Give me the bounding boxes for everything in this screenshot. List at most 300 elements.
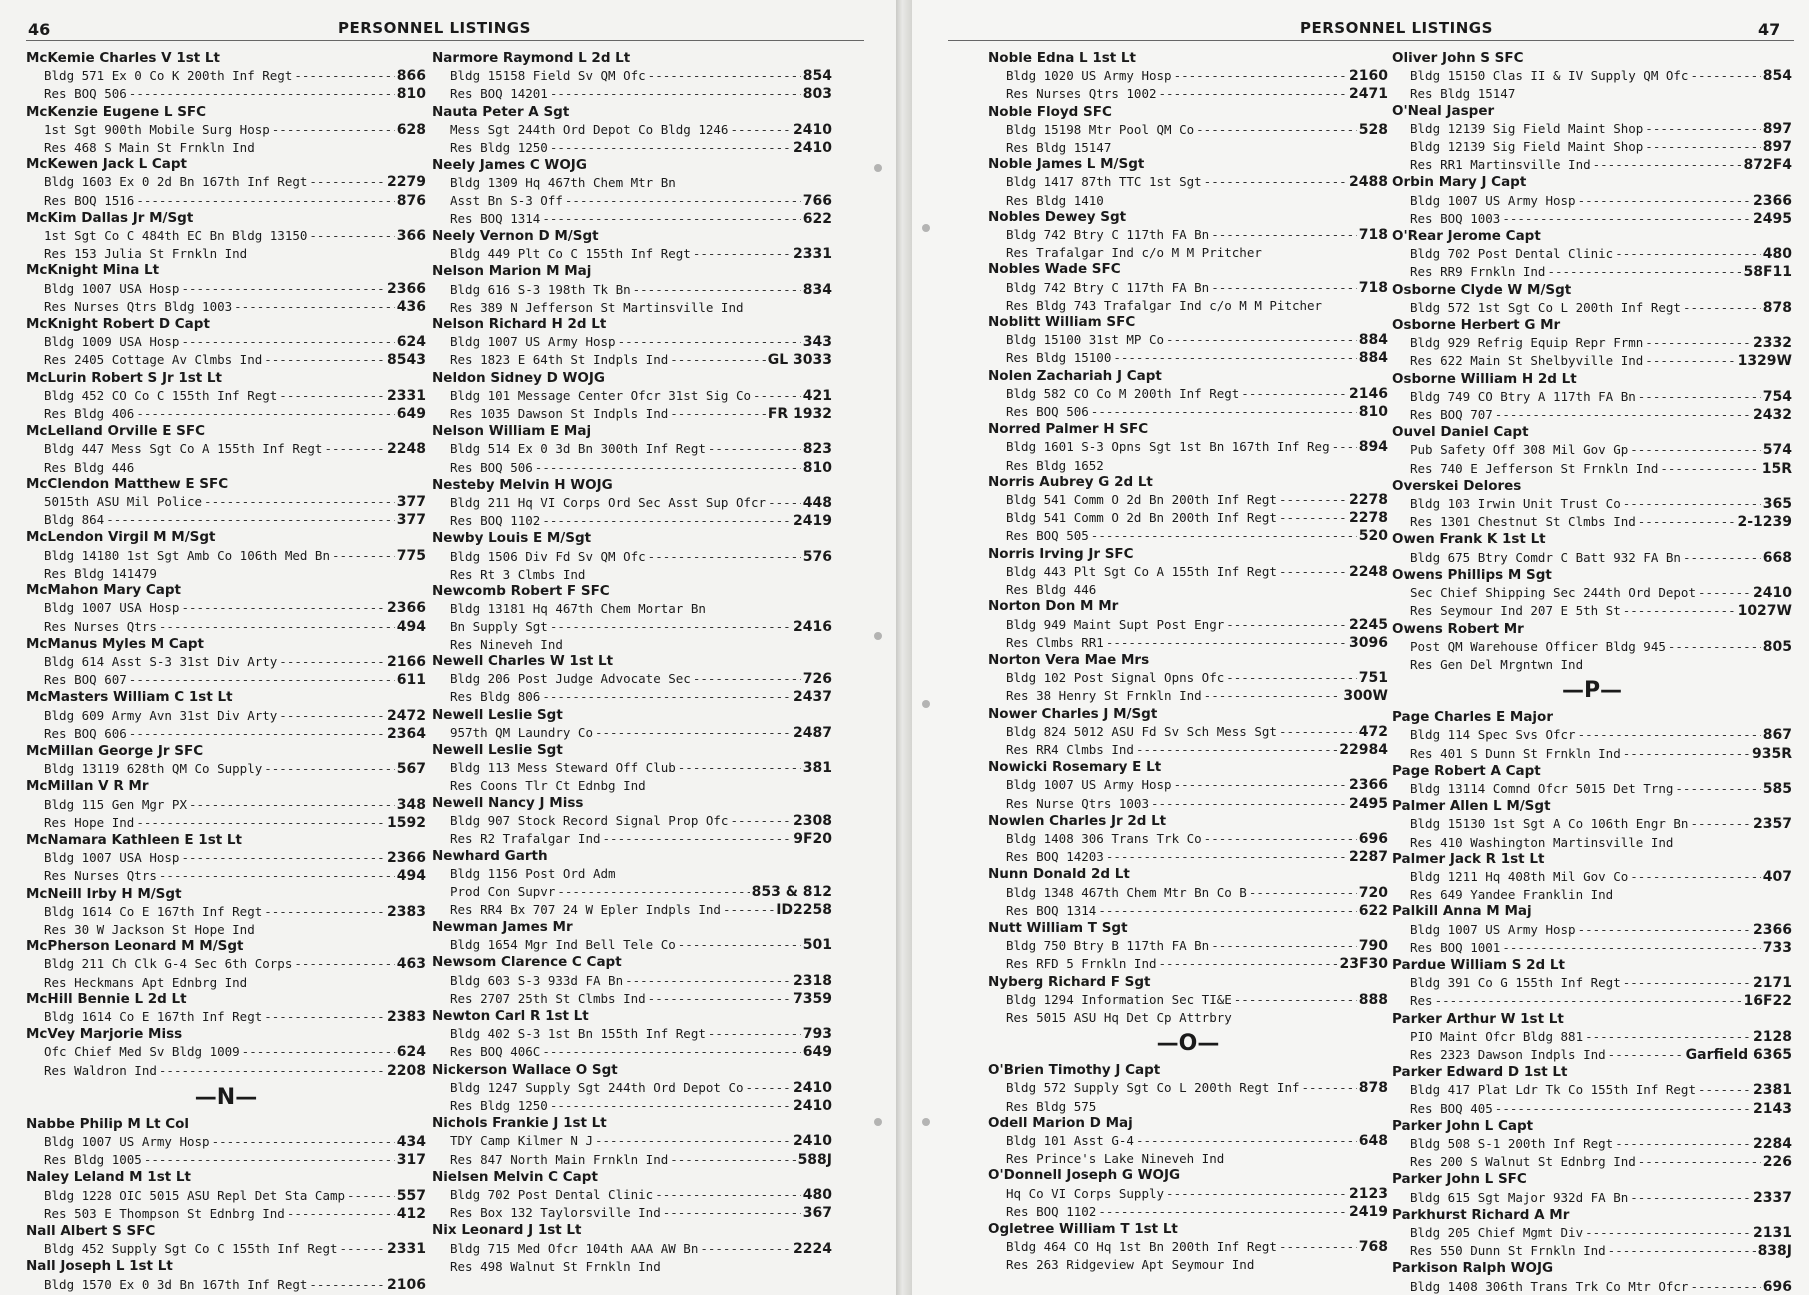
person-name: Nyberg Richard F Sgt: [988, 973, 1151, 990]
listing-detail: Bldg 12139 Sig Field Maint Shop: [1410, 139, 1644, 155]
person-name: Parker Arthur W 1st Lt: [1392, 1010, 1564, 1027]
personnel-entry: [1392, 371, 1792, 425]
dot-leader: [309, 173, 385, 190]
personnel-entry: [432, 742, 832, 795]
listing-line: [1392, 726, 1792, 744]
dot-leader: [1279, 563, 1347, 580]
listing-detail: Bldg 1007 US Army Hosp: [450, 334, 616, 350]
personnel-entry: [432, 848, 832, 919]
listing-line: [1392, 513, 1792, 531]
personnel-entry: [432, 583, 832, 653]
listing-line: [432, 636, 832, 653]
listing-detail: Bldg 13119 628th QM Co Supply: [44, 761, 263, 777]
listing-line: [1392, 1028, 1792, 1046]
listing-detail: Bldg 449 Plt Co C 155th Inf Regt: [450, 246, 691, 262]
listing-line: [1392, 85, 1792, 102]
dot-leader: [159, 867, 395, 884]
listing-column: [1392, 50, 1792, 1295]
listing-detail: Bldg 102 Post Signal Opns Ofc: [1006, 670, 1225, 686]
page-title: PERSONNEL LISTINGS: [338, 19, 531, 37]
personnel-entry: [988, 156, 1388, 209]
personnel-entry: [432, 653, 832, 707]
listing-line: [1392, 138, 1792, 156]
dot-leader: [1226, 669, 1357, 686]
dot-leader: [1585, 1028, 1751, 1045]
book-gutter: [896, 0, 912, 1295]
phone-extension: 668: [1762, 549, 1792, 566]
listing-line: [988, 1098, 1388, 1115]
listing-detail: Res BOQ 505: [1006, 528, 1089, 544]
phone-extension: 810: [802, 459, 832, 476]
phone-extension: 720: [1358, 884, 1388, 901]
listing-detail: Res 1035 Dawson St Indpls Ind: [450, 406, 669, 422]
personnel-entry: [26, 423, 426, 476]
personnel-entry: [1392, 903, 1792, 957]
listing-line: [432, 174, 832, 191]
listing-line: [988, 527, 1388, 545]
listing-line: [1392, 67, 1792, 85]
dot-leader: [234, 298, 395, 315]
listing-detail: Bldg 1506 Div Fd Sv QM Ofc: [450, 548, 646, 564]
listing-detail: Prod Con Supvr: [450, 883, 556, 899]
listing-line: [988, 509, 1388, 527]
personnel-entry: [26, 778, 426, 832]
person-name: O'Brien Timothy J Capt: [988, 1062, 1161, 1079]
dot-leader: [1502, 939, 1760, 956]
listing-line: [1392, 549, 1792, 567]
listing-detail: TDY Camp Kilmer N J: [450, 1133, 593, 1149]
listing-line: [432, 865, 832, 882]
person-name: McVey Marjorie Miss: [26, 1026, 183, 1043]
personnel-entry: [1392, 424, 1792, 478]
phone-extension: 2332: [1753, 335, 1792, 352]
dot-leader: [550, 1097, 791, 1114]
listing-detail: Res 498 Walnut St Frnkln Ind: [450, 1258, 661, 1274]
phone-extension: 2318: [793, 972, 832, 989]
listing-line: [432, 777, 832, 794]
personnel-entry: [432, 157, 832, 228]
dot-leader: [1495, 406, 1751, 423]
personnel-entry: [432, 316, 832, 370]
personnel-entry: [26, 156, 426, 210]
personnel-entry: [26, 104, 426, 157]
listing-detail: Bldg 1247 Supply Sgt 244th Ord Depot Co: [450, 1079, 744, 1095]
phone-extension: 878: [1762, 299, 1792, 316]
listing-detail: Res Bldg 1250: [450, 140, 548, 156]
listing-detail: Res BOQ 405: [1410, 1100, 1493, 1116]
dot-leader: [1683, 299, 1761, 316]
person-name: Nesteby Melvin H WOJG: [432, 476, 613, 493]
dot-leader: [730, 812, 791, 829]
listing-detail: Res Bldg 15147: [1006, 140, 1112, 156]
dot-leader: [264, 351, 385, 368]
dot-leader: [181, 599, 385, 616]
listing-detail: Res: [1410, 993, 1433, 1009]
dot-leader: [181, 333, 394, 350]
listing-detail: Bldg 452 Supply Sgt Co C 155th Inf Regt: [44, 1241, 338, 1257]
dot-leader: [1279, 1238, 1357, 1255]
listing-line: [432, 936, 832, 954]
listing-line: [1392, 120, 1792, 138]
listing-detail: Bldg 417 Plat Ldr Tk Co 155th Inf Regt: [1410, 1082, 1696, 1098]
dot-leader: [1151, 795, 1347, 812]
listing-line: [26, 85, 426, 103]
person-name: Palmer Jack R 1st Lt: [1392, 850, 1545, 867]
listing-line: [1392, 834, 1792, 851]
listing-detail: Res Bldg 446: [1006, 582, 1097, 598]
phone-extension: 2-1239: [1737, 514, 1792, 531]
listing-detail: Res RFD 5 Frnkln Ind: [1006, 956, 1157, 972]
listing-line: [988, 1150, 1388, 1167]
phone-extension: 2410: [793, 1097, 832, 1114]
listing-line: [26, 1062, 426, 1080]
dot-leader: [542, 512, 791, 529]
dot-leader: [1593, 156, 1742, 173]
personnel-entry: [432, 530, 832, 583]
listing-line: [432, 990, 832, 1008]
personnel-entry: [432, 263, 832, 316]
listing-detail: Bldg 572 1st Sgt Co L 200th Inf Regt: [1410, 299, 1681, 315]
listing-detail: Mess Sgt 244th Ord Depot Co Bldg 1246: [450, 121, 729, 137]
dot-leader: [1660, 460, 1759, 477]
dot-leader: [618, 333, 801, 350]
listing-line: [26, 1008, 426, 1026]
phone-extension: 622: [802, 210, 832, 227]
listing-line: [26, 547, 426, 565]
listing-detail: Bldg 1614 Co E 167th Inf Regt: [44, 1008, 263, 1024]
dot-leader: [1249, 884, 1357, 901]
person-name: Nolen Zachariah J Capt: [988, 367, 1162, 384]
phone-extension: 434: [396, 1133, 426, 1150]
dot-leader: [550, 85, 801, 102]
listing-detail: Bldg 864: [44, 512, 105, 528]
dot-leader: [1166, 1185, 1347, 1202]
phone-extension: 805: [1762, 638, 1792, 655]
listing-line: [432, 830, 832, 848]
listing-detail: Res R2 Trafalgar Ind: [450, 830, 601, 846]
phone-extension: 2245: [1349, 616, 1388, 633]
listing-detail: Res 1301 Chestnut St Clmbs Ind: [1410, 514, 1636, 530]
phone-extension: 2331: [793, 246, 832, 263]
dot-leader: [1630, 1189, 1751, 1206]
listing-detail: Res Bldg 1250: [450, 1097, 548, 1113]
dot-leader: [1332, 438, 1357, 455]
phone-extension: 436: [396, 298, 426, 315]
personnel-entry: [988, 974, 1388, 1027]
listing-detail: Res Nurses Qtrs 1002: [1006, 86, 1157, 102]
dot-leader: [136, 405, 394, 422]
listing-detail: Res BOQ 1001: [1410, 939, 1501, 955]
listing-line: [26, 903, 426, 921]
phone-extension: 624: [396, 1044, 426, 1061]
listing-detail: Bldg 211 Ch Clk G-4 Sec 6th Corps: [44, 956, 293, 972]
listing-detail: Res 5015 ASU Hq Det Cp Attrbry: [1006, 1009, 1232, 1025]
listing-detail: Res 2707 25th St Clmbs Ind: [450, 990, 646, 1006]
person-name: Owens Robert Mr: [1392, 620, 1524, 637]
phone-extension: 696: [1358, 830, 1388, 847]
person-name: McKenzie Eugene L SFC: [26, 103, 207, 120]
person-name: Newell Charles W 1st Lt: [432, 652, 614, 669]
dot-leader: [1675, 780, 1760, 797]
listing-detail: Bldg 1408 306th Trans Trk Co Mtr Ofcr: [1410, 1278, 1689, 1294]
listing-line: [432, 121, 832, 139]
personnel-entry: [432, 50, 832, 104]
listing-detail: Res Nurses Qtrs Bldg 1003: [44, 298, 233, 314]
listing-detail: 1st Sgt Co C 484th EC Bn Bldg 13150: [44, 228, 308, 244]
listing-detail: Res Hope Ind: [44, 814, 135, 830]
person-name: Owen Frank K 1st Lt: [1392, 531, 1546, 548]
dot-leader: [279, 707, 385, 724]
listing-line: [26, 459, 426, 476]
phone-extension: 2171: [1753, 975, 1792, 992]
dot-leader: [1645, 120, 1760, 137]
listing-line: [1392, 602, 1792, 620]
phone-extension: 2366: [1753, 192, 1792, 209]
listing-line: [1392, 1278, 1792, 1295]
listing-line: [988, 438, 1388, 456]
phone-extension: 884: [1358, 350, 1388, 367]
personnel-entry: [988, 759, 1388, 813]
personnel-entry: [26, 476, 426, 530]
phone-extension: 884: [1358, 332, 1388, 349]
person-name: Nutt William T Sgt: [988, 919, 1128, 936]
listing-line: [432, 1025, 832, 1043]
person-name: Norton Don M Mr: [988, 598, 1119, 615]
person-name: McClendon Matthew E SFC: [26, 475, 229, 492]
person-name: Neely James C WOJG: [432, 157, 587, 174]
dot-leader: [287, 1205, 395, 1222]
personnel-entry: [26, 1223, 426, 1258]
phone-extension: 2331: [387, 387, 426, 404]
listing-line: [988, 1203, 1388, 1221]
listing-detail: Ofc Chief Med Sv Bldg 1009: [44, 1044, 240, 1060]
person-name: Neely Vernon D M/Sgt: [432, 228, 599, 245]
dot-leader: [1106, 848, 1347, 865]
dot-leader: [159, 618, 395, 635]
phone-extension: 649: [802, 1044, 832, 1061]
listing-line: [26, 280, 426, 298]
dot-leader: [1196, 121, 1357, 138]
listing-detail: Post QM Warehouse Officer Bldg 945: [1410, 638, 1666, 654]
listing-detail: Res 503 E Thompson St Ednbrg Ind: [44, 1205, 285, 1221]
dot-leader: [1091, 403, 1357, 420]
dot-leader: [1638, 388, 1761, 405]
listing-line: [26, 333, 426, 351]
listing-line: [26, 139, 426, 156]
listing-detail: Bldg 1654 Mgr Ind Bell Tele Co: [450, 937, 676, 953]
dot-leader: [746, 1079, 792, 1096]
listing-detail: Bldg 1614 Co E 167th Inf Regt: [44, 903, 263, 919]
phone-extension: 58F11: [1743, 264, 1792, 281]
phone-extension: 494: [396, 868, 426, 885]
listing-line: [432, 1204, 832, 1222]
listing-detail: Bldg 1007 USA Hosp: [44, 280, 180, 296]
listing-detail: Res 649 Yandee Franklin Ind: [1410, 887, 1614, 903]
person-name: O'Rear Jerome Capt: [1392, 228, 1541, 245]
dot-leader: [204, 493, 395, 510]
listing-line: [988, 385, 1388, 403]
dot-leader: [189, 796, 395, 813]
listing-detail: 5015th ASU Mil Police: [44, 494, 203, 510]
listing-detail: Bldg 443 Plt Sgt Co A 155th Inf Regt: [1006, 563, 1277, 579]
listing-line: [432, 1043, 832, 1061]
listing-line: [988, 1132, 1388, 1150]
phone-extension: 2488: [1349, 174, 1388, 191]
dot-leader: [542, 688, 791, 705]
phone-extension: 480: [802, 1187, 832, 1203]
dot-leader: [212, 1133, 395, 1150]
person-name: McLurin Robert S Jr 1st Lt: [26, 369, 222, 386]
phone-extension: 790: [1358, 938, 1388, 955]
listing-detail: Bldg 572 Supply Sgt Co L 200th Regt Inf: [1006, 1080, 1300, 1096]
personnel-entry: [988, 261, 1388, 314]
phone-extension: 648: [1358, 1132, 1388, 1149]
phone-extension: 624: [396, 334, 426, 351]
phone-extension: 2331: [387, 1241, 426, 1258]
phone-extension: 2166: [387, 653, 426, 670]
listing-line: [26, 707, 426, 725]
listing-detail: Bldg 1007 US Army Hosp: [1006, 777, 1172, 793]
phone-extension: 867: [1762, 727, 1792, 744]
listing-line: [26, 974, 426, 991]
dot-leader: [557, 883, 749, 900]
listing-line: [988, 795, 1388, 813]
phone-extension: 793: [802, 1026, 832, 1043]
phone-extension: 2419: [793, 513, 832, 530]
listing-detail: Res 263 Ridgeview Apt Seymour Ind: [1006, 1257, 1255, 1273]
listing-detail: Bldg 508 S-1 200th Inf Regt: [1410, 1135, 1614, 1151]
dot-leader: [1630, 868, 1761, 885]
listing-detail: Res Nurses Qtrs: [44, 868, 157, 884]
listing-detail: Res BOQ 1102: [1006, 1203, 1097, 1219]
person-name: McKim Dallas Jr M/Sgt: [26, 209, 194, 226]
listing-detail: Bldg 1294 Information Sec TI&E: [1006, 991, 1232, 1007]
phone-extension: 480: [1762, 246, 1792, 263]
person-name: Ogletree William T 1st Lt: [988, 1221, 1178, 1237]
phone-extension: 2364: [387, 725, 426, 742]
listing-line: [988, 902, 1388, 920]
phone-extension: 343: [802, 334, 832, 351]
listing-line: [26, 227, 426, 245]
personnel-entry: [988, 474, 1388, 546]
phone-extension: 494: [396, 618, 426, 635]
personnel-entry: [1392, 851, 1792, 904]
listing-detail: Bn Supply Sgt: [450, 618, 548, 634]
phone-extension: 810: [1358, 404, 1388, 421]
phone-extension: 2487: [793, 724, 832, 741]
listing-line: [26, 511, 426, 529]
person-name: Orbin Mary J Capt: [1392, 174, 1527, 191]
phone-extension: 866: [396, 68, 426, 85]
dot-leader: [648, 548, 801, 565]
dot-leader: [708, 440, 801, 457]
dot-leader: [136, 192, 394, 209]
phone-extension: 768: [1358, 1239, 1388, 1256]
phone-extension: 888: [1358, 991, 1388, 1008]
personnel-entry: [26, 210, 426, 263]
phone-extension: 2410: [793, 1079, 832, 1096]
phone-extension: 611: [396, 672, 426, 689]
listing-detail: Bldg 1156 Post Ord Adm: [450, 866, 616, 882]
listing-detail: Res Bldg 446: [44, 459, 135, 475]
listing-detail: Res 740 E Jefferson St Frnkln Ind: [1410, 460, 1659, 476]
phone-extension: 2410: [793, 1133, 832, 1150]
binding-hole: [922, 1118, 930, 1126]
dot-leader: [1623, 745, 1750, 762]
phone-extension: Garfield 6365: [1685, 1046, 1792, 1063]
phone-extension: 2208: [387, 1062, 426, 1079]
listing-line: [432, 210, 832, 228]
phone-extension: 2284: [1753, 1135, 1792, 1152]
listing-line: [988, 884, 1388, 902]
listing-detail: Bldg 949 Maint Supt Post Engr: [1006, 616, 1225, 632]
phone-extension: 2337: [1753, 1189, 1792, 1206]
listing-line: [432, 494, 832, 512]
listing-line: [1392, 1224, 1792, 1242]
phone-extension: 365: [1762, 496, 1792, 513]
personnel-entry: [432, 1115, 832, 1169]
section-letter-heading: —O—: [1156, 1031, 1220, 1057]
phone-extension: 878: [1358, 1080, 1388, 1097]
dot-leader: [1547, 263, 1741, 280]
listing-detail: Res Bldg 1652: [1006, 457, 1104, 473]
phone-extension: 751: [1358, 670, 1388, 687]
listing-detail: Res RR9 Frnkln Ind: [1410, 264, 1546, 280]
phone-extension: 528: [1358, 121, 1388, 138]
person-name: McMasters William C 1st Lt: [26, 689, 233, 706]
personnel-entry: [432, 477, 832, 531]
phone-extension: 2160: [1349, 68, 1388, 85]
phone-extension: 2437: [793, 689, 832, 706]
listing-line: [26, 599, 426, 617]
dot-leader: [129, 671, 395, 688]
dot-leader: [730, 121, 791, 138]
phone-extension: 463: [396, 956, 426, 973]
phone-extension: 576: [802, 548, 832, 565]
listing-detail: Bldg 391 Co G 155th Inf Regt: [1410, 975, 1621, 991]
listing-detail: Res Trafalgar Ind c/o M M Pritcher: [1006, 245, 1262, 261]
phone-extension: 718: [1358, 227, 1388, 244]
dot-leader: [1159, 955, 1338, 972]
dot-leader: [603, 830, 792, 847]
personnel-entry: [1392, 763, 1792, 798]
dot-leader: [700, 1240, 791, 1257]
listing-line: [432, 512, 832, 530]
listing-line: [432, 67, 832, 85]
dot-leader: [1226, 616, 1347, 633]
phone-extension: 2248: [387, 441, 426, 458]
phone-extension: 628: [396, 121, 426, 138]
dot-leader: [309, 1276, 385, 1293]
phone-extension: 412: [396, 1205, 426, 1222]
phone-extension: 567: [396, 761, 426, 778]
listing-line: [26, 796, 426, 814]
listing-detail: Res Bldg 15147: [1410, 86, 1516, 102]
listing-line: [1392, 584, 1792, 602]
listing-line: [1392, 815, 1792, 833]
phone-extension: 448: [802, 495, 832, 512]
listing-detail: Res BOQ 1516: [44, 192, 135, 208]
phone-extension: 2471: [1349, 86, 1388, 103]
dot-leader: [1211, 937, 1357, 954]
dot-leader: [1279, 491, 1347, 508]
listing-line: [988, 192, 1388, 209]
phone-extension: 2357: [1753, 816, 1792, 833]
dot-leader: [550, 618, 791, 635]
personnel-entry: [988, 866, 1388, 920]
listing-detail: Bldg 1348 467th Chem Mtr Bn Co B: [1006, 884, 1247, 900]
person-name: Noble James L M/Sgt: [988, 156, 1145, 173]
